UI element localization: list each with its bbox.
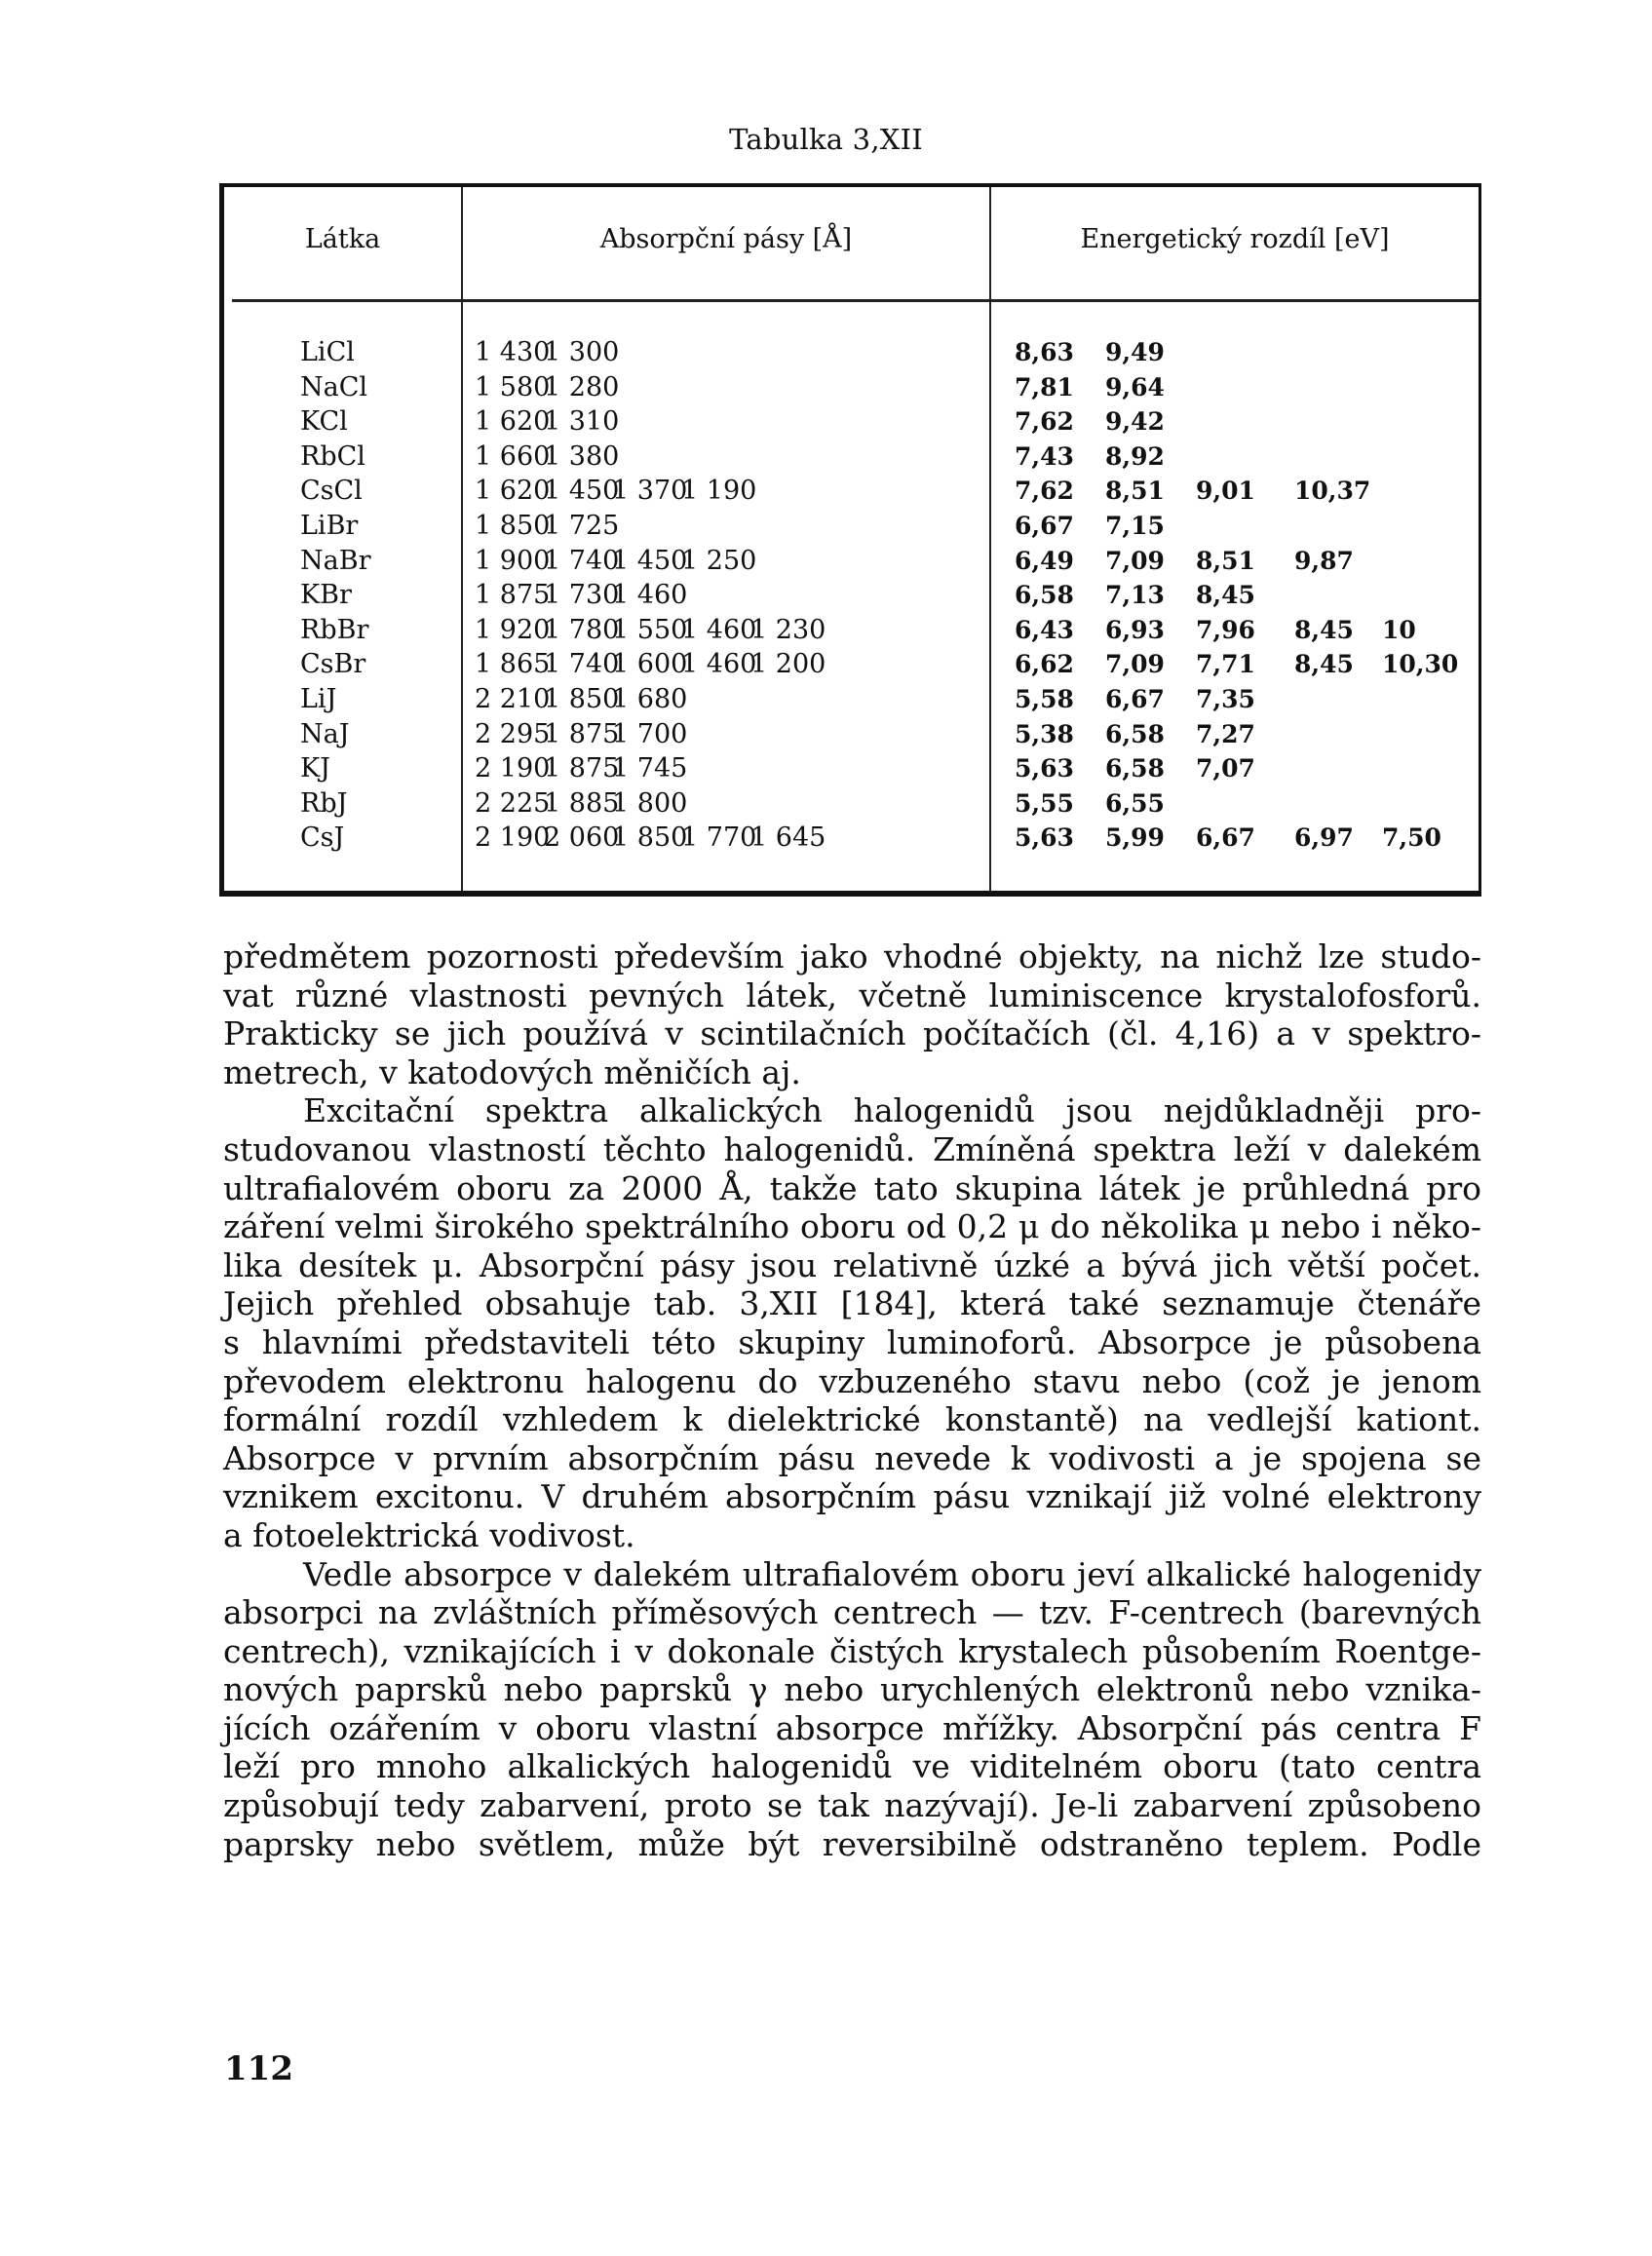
cell-band: 2 295 — [475, 718, 551, 749]
table-row — [224, 682, 1479, 717]
text-line: nových paprsků nebo paprsků γ nebo urychlených elektronů nebo vznika- — [223, 1670, 1481, 1709]
cell-energy: 7,62 — [1015, 407, 1074, 437]
cell-band: 1 460 — [681, 649, 757, 680]
cell-band: 1 380 — [544, 440, 620, 472]
cell-substance: CsCl — [300, 476, 363, 507]
table-row — [224, 370, 1479, 405]
table-row — [224, 404, 1479, 440]
cell-band: 1 875 — [544, 753, 620, 784]
cell-band: 1 885 — [544, 787, 620, 819]
cell-energy: 6,58 — [1105, 719, 1165, 748]
cell-band: 1 865 — [475, 649, 551, 680]
cell-band: 1 430 — [475, 337, 551, 367]
cell-band: 1 850 — [612, 822, 688, 854]
cell-energy: 7,62 — [1015, 477, 1074, 506]
cell-substance: KJ — [300, 753, 330, 784]
header-divider — [232, 299, 1479, 302]
cell-energy: 7,96 — [1196, 615, 1255, 644]
cell-energy: 6,67 — [1196, 823, 1255, 853]
cell-substance: RbCl — [300, 440, 365, 472]
text-line: Vedle absorpce v dalekém ultrafialovém oboru jeví alkalické halogenidy — [303, 1554, 1481, 1593]
cell-band: 1 740 — [544, 545, 620, 576]
cell-energy: 10 — [1382, 615, 1416, 644]
cell-energy: 7,43 — [1015, 441, 1074, 471]
cell-substance: NaCl — [300, 371, 368, 402]
text-line: leží pro mnoho alkalických halogenidů ve viditelném oboru (tato centra — [223, 1747, 1481, 1786]
cell-band: 1 900 — [475, 545, 551, 576]
text-line: převodem elektronu halogenu do vzbuzeného stavu nebo (což je jenom — [223, 1361, 1481, 1400]
cell-band: 1 920 — [475, 614, 551, 645]
cell-band: 1 780 — [544, 614, 620, 645]
table-row — [224, 440, 1479, 475]
table-row — [224, 509, 1479, 544]
cell-band: 1 645 — [750, 822, 826, 854]
cell-band: 1 700 — [612, 718, 688, 749]
cell-band: 1 850 — [544, 683, 620, 714]
cell-band: 1 300 — [544, 337, 620, 367]
table-row — [224, 613, 1479, 648]
header-energy-difference: Energetický rozdíl [eV] — [1080, 224, 1390, 254]
cell-band: 1 250 — [681, 545, 757, 576]
cell-energy: 8,45 — [1196, 581, 1255, 610]
cell-band: 2 210 — [475, 683, 551, 714]
cell-band: 1 230 — [750, 614, 826, 645]
text-line: Absorpce v prvním absorpčním pásu nevede k vodivosti a je spojena se — [223, 1438, 1481, 1477]
table-row — [224, 786, 1479, 822]
cell-energy: 7,09 — [1105, 546, 1165, 575]
cell-substance: KCl — [300, 406, 348, 438]
paragraph — [223, 1555, 1481, 1864]
cell-band: 1 620 — [475, 476, 551, 507]
cell-energy: 5,58 — [1015, 684, 1074, 713]
cell-band: 2 225 — [475, 787, 551, 819]
cell-energy: 5,38 — [1015, 719, 1074, 748]
cell-band: 1 450 — [612, 545, 688, 576]
table-row — [224, 335, 1479, 370]
cell-substance: LiJ — [300, 683, 337, 714]
cell-energy: 10,30 — [1382, 650, 1459, 679]
text-line: absorpci na zvláštních příměsových centrech — tzv. F-centrech (barevných — [223, 1593, 1481, 1632]
cell-energy: 5,63 — [1015, 823, 1074, 853]
cell-energy: 6,62 — [1015, 650, 1074, 679]
cell-band: 2 060 — [544, 822, 620, 854]
cell-energy: 9,42 — [1105, 407, 1165, 437]
cell-band: 2 190 — [475, 822, 551, 854]
cell-band: 1 190 — [681, 476, 757, 507]
cell-band: 1 620 — [475, 406, 551, 438]
cell-substance: KBr — [300, 580, 352, 611]
text-line: paprsky nebo světlem, může být reversibilně odstraněno teplem. Podle — [223, 1824, 1481, 1863]
cell-energy: 7,81 — [1015, 372, 1074, 401]
cell-substance: NaJ — [300, 718, 350, 749]
text-line: metrech, v katodových měničích aj. — [223, 1052, 801, 1091]
cell-energy: 6,58 — [1015, 581, 1074, 610]
cell-energy: 8,45 — [1294, 650, 1354, 679]
cell-band: 1 460 — [681, 614, 757, 645]
cell-band: 1 875 — [475, 580, 551, 611]
header-absorption-bands: Absorpční pásy [Å] — [599, 224, 853, 254]
cell-energy: 7,09 — [1105, 650, 1165, 679]
cell-band: 1 310 — [544, 406, 620, 438]
table-row — [224, 647, 1479, 682]
cell-energy: 7,71 — [1196, 650, 1255, 679]
table-body — [224, 335, 1479, 856]
cell-substance: LiCl — [300, 337, 355, 367]
text-line: vat různé vlastnosti pevných látek, včetně luminiscence krystalofosforů. — [223, 975, 1481, 1014]
cell-energy: 8,51 — [1196, 546, 1255, 575]
cell-band: 1 740 — [544, 649, 620, 680]
cell-energy: 6,43 — [1015, 615, 1074, 644]
cell-energy: 9,49 — [1105, 338, 1165, 366]
text-line: formální rozdíl vzhledem k dielektrické konstantě) na vedlejší kationt. — [223, 1400, 1481, 1439]
paragraph — [223, 937, 1481, 1091]
page-number: 112 — [224, 2049, 293, 2088]
text-line: a fotoelektrická vodivost. — [223, 1515, 635, 1554]
cell-energy: 7,27 — [1196, 719, 1255, 748]
cell-band: 1 730 — [544, 580, 620, 611]
data-table — [219, 183, 1481, 897]
text-line: studovanou vlastností těchto halogenidů. Zmíněná spektra leží v dalekém — [223, 1129, 1481, 1168]
text-line: záření velmi širokého spektrálního oboru od 0,2 μ do několika μ nebo i něko- — [223, 1207, 1481, 1246]
cell-energy: 8,51 — [1105, 477, 1165, 506]
cell-band: 1 850 — [475, 510, 551, 541]
cell-energy: 7,35 — [1196, 684, 1255, 713]
text-line: předmětem pozornosti především jako vhodné objekty, na nichž lze studo- — [223, 937, 1481, 975]
cell-energy: 5,55 — [1015, 788, 1074, 818]
cell-energy: 5,63 — [1015, 754, 1074, 784]
cell-band: 1 680 — [612, 683, 688, 714]
cell-energy: 9,01 — [1196, 477, 1255, 506]
text-line: jících ozářením v oboru vlastní absorpce mřížky. Absorpční pás centra F — [223, 1708, 1481, 1747]
text-line: Jejich přehled obsahuje tab. 3,XII [184], která také seznamuje čtenáře — [223, 1284, 1481, 1323]
table-row — [224, 717, 1479, 752]
table-row — [224, 544, 1479, 579]
table-row — [224, 821, 1479, 856]
text-line: centrech), vznikajících i v dokonale čistých krystalech působením Roentge- — [223, 1631, 1481, 1670]
cell-substance: LiBr — [300, 510, 359, 541]
cell-band: 1 370 — [612, 476, 688, 507]
cell-band: 1 725 — [544, 510, 620, 541]
cell-substance: CsBr — [300, 649, 366, 680]
text-line: Prakticky se jich používá v scintilačních počítačích (čl. 4,16) a v spektro- — [223, 1014, 1481, 1053]
cell-substance: RbJ — [300, 787, 348, 819]
cell-energy: 10,37 — [1294, 477, 1371, 506]
cell-band: 1 660 — [475, 440, 551, 472]
cell-energy: 6,97 — [1294, 823, 1354, 853]
cell-band: 1 800 — [612, 787, 688, 819]
table-row — [224, 751, 1479, 786]
text-line: lika desítek μ. Absorpční pásy jsou relativně úzké a bývá jich větší počet. — [223, 1245, 1481, 1284]
cell-energy: 7,50 — [1382, 823, 1441, 853]
cell-band: 1 580 — [475, 371, 551, 402]
cell-band: 1 200 — [750, 649, 826, 680]
cell-energy: 8,92 — [1105, 441, 1165, 471]
cell-energy: 7,13 — [1105, 581, 1165, 610]
cell-energy: 6,58 — [1105, 754, 1165, 784]
cell-energy: 7,15 — [1105, 511, 1165, 540]
cell-band: 1 550 — [612, 614, 688, 645]
cell-band: 2 190 — [475, 753, 551, 784]
cell-band: 1 600 — [612, 649, 688, 680]
text-line: vznikem excitonu. V druhém absorpčním pásu vznikají již volné elektrony — [223, 1477, 1481, 1516]
cell-band: 1 770 — [681, 822, 757, 854]
cell-substance: RbBr — [300, 614, 369, 645]
table-row — [224, 474, 1479, 509]
cell-band: 1 745 — [612, 753, 688, 784]
cell-band: 1 280 — [544, 371, 620, 402]
cell-substance: CsJ — [300, 822, 345, 854]
cell-band: 1 875 — [544, 718, 620, 749]
body-text — [223, 937, 1481, 1863]
cell-energy: 8,63 — [1015, 338, 1074, 366]
cell-energy: 8,45 — [1294, 615, 1354, 644]
cell-energy: 5,99 — [1105, 823, 1165, 853]
table-row — [224, 578, 1479, 613]
table-caption: Tabulka 3,XII — [729, 123, 923, 156]
text-line: ultrafialovém oboru za 2000 Å, takže tato skupina látek je průhledná pro — [223, 1168, 1481, 1207]
cell-band: 1 450 — [544, 476, 620, 507]
cell-energy: 6,93 — [1105, 615, 1165, 644]
cell-energy: 6,49 — [1015, 546, 1074, 575]
cell-substance: NaBr — [300, 545, 371, 576]
header-substance: Látka — [304, 224, 381, 254]
cell-energy: 9,64 — [1105, 372, 1165, 401]
text-line: způsobují tedy zabarvení, proto se tak nazývají). Je-li zabarvení způsobeno — [223, 1786, 1481, 1825]
text-line: Excitační spektra alkalických halogenidů jsou nejdůkladněji pro- — [303, 1091, 1481, 1130]
cell-energy: 9,87 — [1294, 546, 1354, 575]
paragraph — [223, 1091, 1481, 1554]
text-line: s hlavními představiteli této skupiny luminoforů. Absorpce je působena — [223, 1322, 1481, 1361]
cell-band: 1 460 — [612, 580, 688, 611]
cell-energy: 6,67 — [1105, 684, 1165, 713]
cell-energy: 6,67 — [1015, 511, 1074, 540]
cell-energy: 6,55 — [1105, 788, 1165, 818]
cell-energy: 7,07 — [1196, 754, 1255, 784]
